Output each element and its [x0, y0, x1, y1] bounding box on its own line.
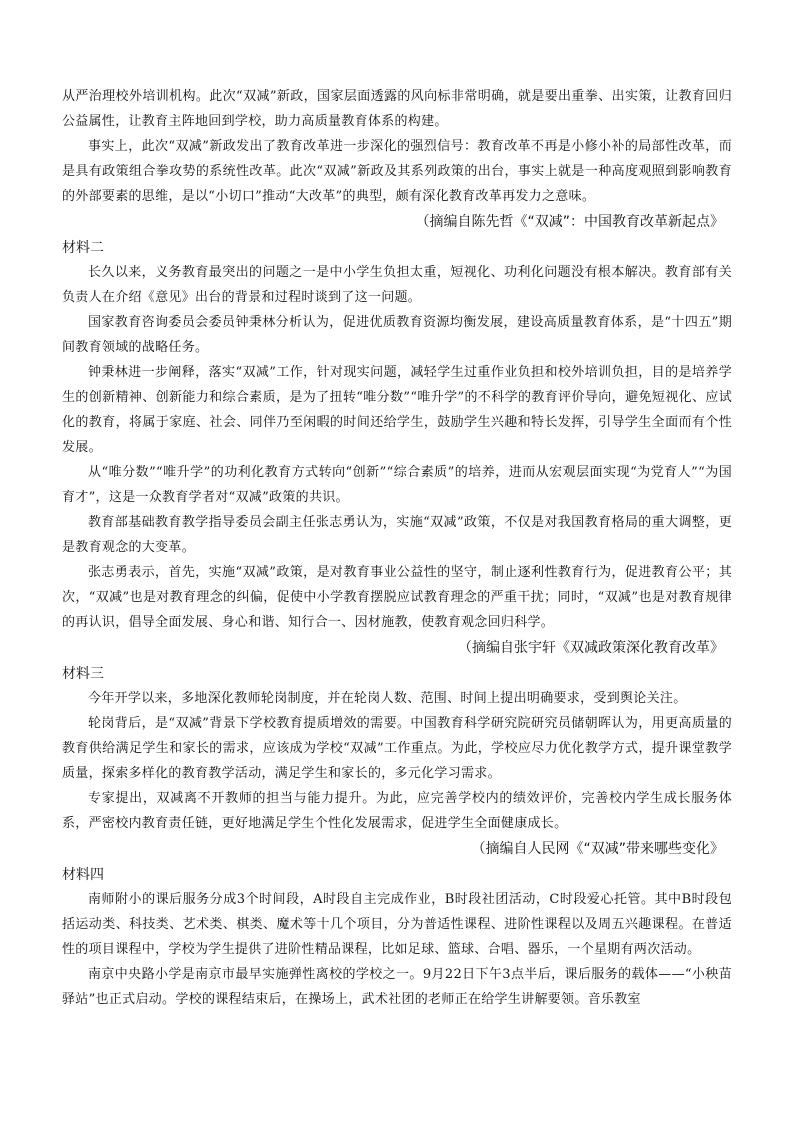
paragraph: 轮岗背后，是“双减”背景下学校教育提质增效的需要。中国教育科学研究院研究员储朝晖认为，用更高质量的教育供给满足学生和家长的需求，应该成为学校“双减”工作重点。为此，学校应尽力优化教学方式，提升课堂教学质量，探索多样化的教育教学活动，满足学生和家长的，多元化学习需求。 [62, 716, 732, 781]
section-heading: 材料二 [62, 240, 104, 256]
section-material-four [62, 863, 732, 1012]
paragraph: 从“唯分数”“唯升学”的功利化教育方式转向“创新”“综合素质”的培养，进而从宏观层面实现“为党育人”“为国育才”，这是一众教育学者对“双减”政策的共识。 [62, 465, 732, 505]
paragraph: 事实上，此次“双减”新政发出了教育改革进一步深化的强烈信号：教育改革不再是小修小补的局部性改革，而是具有政策组合拳攻势的系统性改革。此次“双减”新政及其系列政策的出台，事实上就是一种高度观照到影响教育的外部要素的思维，是以“小切口”推动“大改革”的典型，颇有深化教育改革再发力之意味。 [62, 139, 732, 204]
section-material-two [62, 236, 732, 661]
section-material-one-continued [62, 84, 732, 235]
paragraph: 南师附小的课后服务分成3个时间段，A时段自主完成作业，B时段社团活动，C时段爱心托管。其中B时段包括运动类、科技类、艺术类、棋类、魔术等十几个项目，分为普适性课程、进阶性课程以及周五兴趣课程。在普适性的项目课程中，学校为学生提供了进阶性精品课程，比如足球、篮球、合唱、器乐，一个星期有两次活动。 [62, 892, 732, 957]
paragraph: 张志勇表示，首先，实施“双减”政策，是对教育事业公益性的坚守，制止逐利性教育行为，促进教育公平；其次，“双减”也是对教育理念的纠偏，促使中小学教育摆脱应试教育理念的严重干扰；同时，“双减”也是对教育规律的再认识，倡导全面发展、身心和谐、知行合一、因材施教，使教育观念回归科学。 [62, 565, 732, 630]
paragraph: 从严治理校外培训机构。此次“双减”新政，国家层面透露的风向标非常明确，就是要出重拳、出实策，让教育回归公益属性，让教育主阵地回到学校，助力高质量教育体系的构建。 [62, 89, 732, 129]
source-citation: （摘编自人民网《“双减”带来哪些变化》 [471, 841, 724, 857]
paragraph: 今年开学以来，多地深化教师轮岗制度，并在轮岗人数、范围、时间上提出明确要求，受到舆论关注。 [88, 691, 687, 706]
source-citation: （摘编自陈先哲《“双减”：中国教育改革新起点》 [415, 214, 724, 230]
document-page [62, 84, 732, 1012]
paragraph: 南京中央路小学是南京市最早实施弹性离校的学校之一。9月22日下午3点半后，课后服务的载体——“小秧苗驿站”也正式启动。学校的课程结束后，在操场上，武术社团的老师正在给学生讲解要领。音乐教室 [62, 967, 732, 1007]
source-citation: （摘编自张宇轩《双减政策深化教育改革》 [458, 640, 724, 656]
section-heading: 材料三 [62, 666, 104, 682]
paragraph: 专家提出，双减离不开教师的担当与能力提升。为此，应完善学校内的绩效评价，完善校内学生成长服务体系，严密校内教育责任链，更好地满足学生个性化发展需求，促进学生全面健康成长。 [62, 791, 732, 831]
section-material-three [62, 662, 732, 862]
paragraph: 教育部基础教育教学指导委员会副主任张志勇认为，实施“双减”政策，不仅是对我国教育格局的重大调整，更是教育观念的大变革。 [62, 515, 732, 555]
paragraph: 长久以来，义务教育最突出的问题之一是中小学生负担太重，短视化、功利化问题没有根本解决。教育部有关负责人在介绍《意见》出台的背景和过程时谈到了这一问题。 [62, 265, 732, 305]
paragraph: 钟秉林进一步阐释，落实“双减”工作，针对现实问题，减轻学生过重作业负担和校外培训负担，目的是培养学生的创新精神、创新能力和综合素质，是为了扭转“唯分数”“唯升学”的不科学的教育评价导向，避免短视化、应试化的教育，将属于家庭、社会、同伴乃至闲暇的时间还给学生，鼓励学生兴趣和特长发挥，引导学生全面而有个性发展。 [62, 365, 732, 455]
section-heading: 材料四 [62, 867, 104, 883]
paragraph: 国家教育咨询委员会委员钟秉林分析认为，促进优质教育资源均衡发展，建设高质量教育体系，是“十四五”期间教育领域的战略任务。 [62, 315, 732, 355]
